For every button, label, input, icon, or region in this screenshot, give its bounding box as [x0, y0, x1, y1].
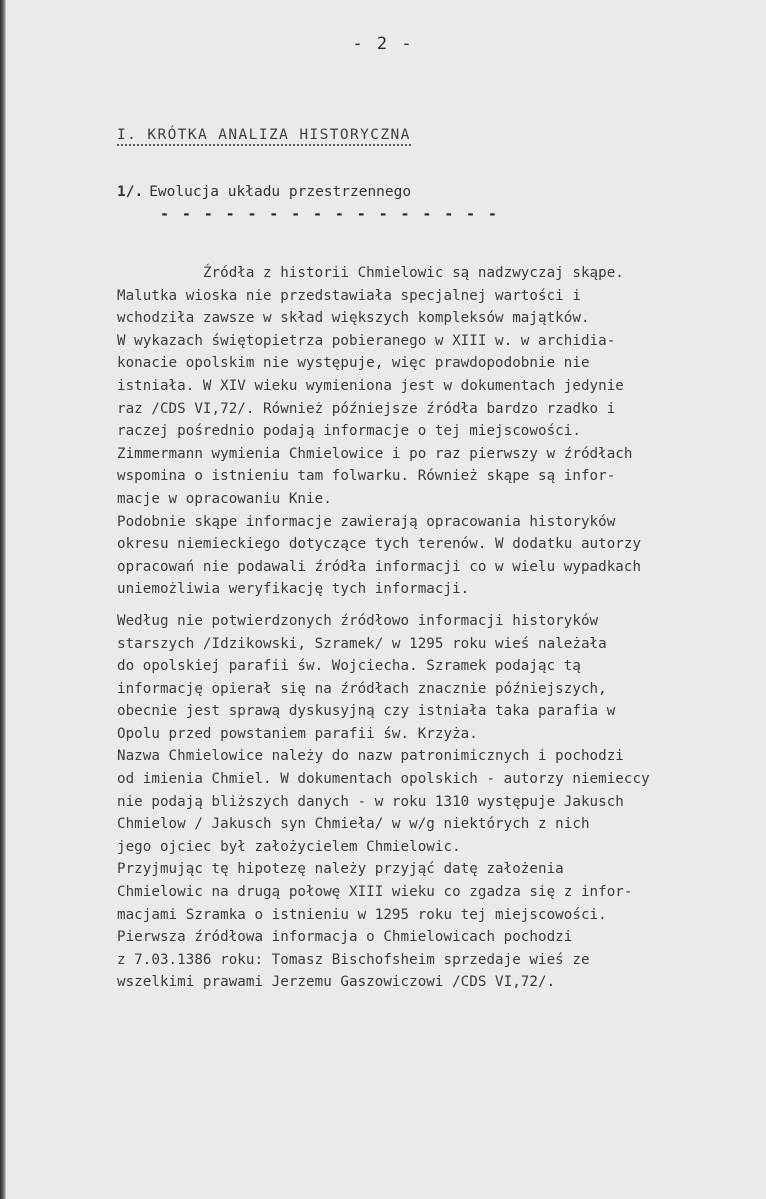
text-line: od imienia Chmiel. W dokumentach opolskich - autorzy niemieccy: [117, 771, 650, 788]
text-line: uniemożliwia weryfikację tych informacji.: [117, 581, 470, 598]
text-line: Chmielowic na drugą połowę XIII wieku co zgadza się z infor-: [117, 884, 633, 901]
text-line: obecnie jest sprawą dyskusyjną czy istniała taka parafia w: [117, 703, 616, 720]
text-line: Pierwsza źródłowa informacja o Chmielowicach pochodzi: [117, 929, 573, 946]
text-line: Opolu przed powstaniem parafii św. Krzyża.: [117, 725, 478, 742]
subsection-number: 1/.: [117, 184, 144, 200]
text-line: Przyjmując tę hipotezę należy przyjąć datę założenia: [117, 861, 564, 878]
text-line: konacie opolskim nie występuje, więc prawdopodobnie nie: [117, 355, 590, 372]
paragraph-2: [117, 610, 763, 994]
text-line: raz /CDS VI,72/. Również późniejsze źródła bardzo rzadko i: [117, 400, 616, 417]
text-line: Źródła z historii Chmielowic są nadzwyczaj skąpe.: [117, 265, 624, 281]
text-line: wchodziła zawsze w skład większych kompleksów majątków.: [117, 310, 590, 327]
text-line: Chmielow / Jakusch syn Chmieła/ w w/g niektórych z nich: [117, 816, 590, 833]
text-line: okresu niemieckiego dotyczące tych terenów. W dodatku autorzy: [117, 536, 642, 553]
text-line: macje w opracowaniu Knie.: [117, 490, 332, 507]
text-line: opracowań nie podawali źródła informacji co w wielu wypadkach: [117, 558, 642, 575]
page-number: - 2 -: [352, 34, 414, 54]
subsection-heading: [117, 184, 411, 200]
text-line: jego ojciec był założycielem Chmielowic.: [117, 838, 461, 855]
text-line: do opolskiej parafii św. Wojciecha. Szramek podając tą: [117, 658, 581, 675]
text-line: Nazwa Chmielowice należy do nazw patronimicznych i pochodzi: [117, 748, 624, 765]
subsection-title: Ewolucja układu przestrzennego: [149, 184, 412, 200]
text-line: z 7.03.1386 roku: Tomasz Bischofsheim sprzedaje wieś ze: [117, 951, 590, 968]
section-title: I. KRÓTKA ANALIZA HISTORYCZNA: [117, 127, 411, 146]
text-line: Zimmermann wymienia Chmielowice i po raz pierwszy w źródłach: [117, 445, 633, 462]
text-line: W wykazach świętopietrza pobieranego w XIII w. w archidia-: [117, 332, 616, 349]
text-line: Podobnie skąpe informacje zawierają opracowania historyków: [117, 513, 616, 530]
text-line: raczej pośrednio podają informacje o tej miejscowości.: [117, 423, 581, 440]
text-line: wspomina o istnieniu tam folwarku. Również skąpe są infor-: [117, 468, 616, 485]
paragraph-1: [117, 262, 763, 601]
text-line: istniała. W XIV wieku wymieniona jest w dokumentach jedynie: [117, 377, 624, 394]
body-text: [117, 262, 763, 994]
paragraph-gap: [117, 601, 763, 610]
text-line: informację opierał się na źródłach znacznie późniejszych,: [117, 680, 607, 697]
subsection-underline: - - - - - - - - - - - - - - - -: [160, 205, 499, 223]
text-line: nie podają bliższych danych - w roku 1310 występuje Jakusch: [117, 793, 624, 810]
text-line: Malutka wioska nie przedstawiała specjalnej wartości i: [117, 287, 581, 304]
text-line: starszych /Idzikowski, Szramek/ w 1295 roku wieś należała: [117, 635, 607, 652]
text-line: wszelkimi prawami Jerzemu Gaszowiczowi /CDS VI,72/.: [117, 974, 556, 991]
page-edge: [0, 0, 6, 1199]
text-line: macjami Szramka o istnieniu w 1295 roku tej miejscowości.: [117, 906, 607, 923]
text-line: Według nie potwierdzonych źródłowo informacji historyków: [117, 612, 599, 629]
